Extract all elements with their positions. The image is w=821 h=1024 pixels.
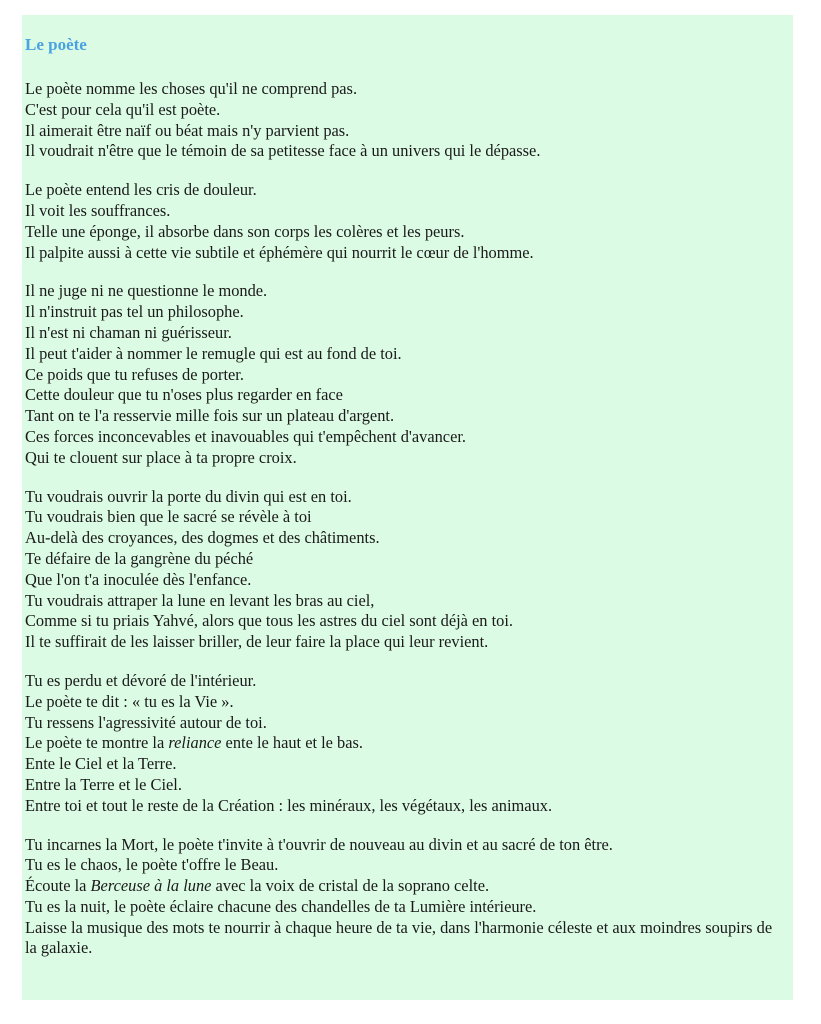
poem-line: Tant on te l'a resservie mille fois sur un plateau d'argent. (25, 406, 395, 426)
poem-title: Le poète (25, 35, 87, 54)
poem-line: Il palpite aussi à cette vie subtile et éphémère qui nourrit le cœur de l'homme. (25, 242, 534, 262)
poem-line: Entre toi et tout le reste de la Création : les minéraux, les végétaux, les animaux. (25, 795, 553, 815)
poem-line: Il aimerait être naïf ou béat mais n'y parvient pas. (25, 120, 350, 140)
poem-line: Tu voudrais ouvrir la porte du divin qui est en toi. (25, 486, 352, 506)
poem-line: Tu voudrais bien que le sacré se révèle à toi (25, 507, 312, 527)
poem-line: Cette douleur que tu n'oses plus regarder en face (25, 385, 343, 405)
line-segment: avec la voix de cristal de la soprano celte. (211, 876, 490, 896)
stanza (25, 281, 793, 468)
poem-line: Tu es la nuit, le poète éclaire chacune des chandelles de ta Lumière intérieure. (25, 896, 537, 916)
line-segment: Écoute la (25, 876, 91, 896)
stanza (25, 487, 793, 653)
poem-panel (22, 15, 793, 1000)
italic-title: Berceuse à la lune (90, 876, 212, 896)
poem-line: Telle une éponge, il absorbe dans son corps les colères et les peurs. (25, 221, 465, 241)
poem-line: Comme si tu priais Yahvé, alors que tous les astres du ciel sont déjà en toi. (25, 611, 514, 631)
poem-line: Te défaire de la gangrène du péché (25, 548, 254, 568)
poem-line: Il peut t'aider à nommer le remugle qui est au fond de toi. (25, 343, 402, 363)
poem-line: Ces forces inconcevables et inavouables qui t'empêchent d'avancer. (25, 426, 466, 446)
poem-line: Ente le Ciel et la Terre. (25, 754, 177, 774)
poem-line: Ce poids que tu refuses de porter. (25, 364, 244, 384)
stanza (25, 671, 793, 817)
poem-line: Qui te clouent sur place à ta propre croix. (25, 447, 297, 467)
poem-line: Il voit les souffrances. (25, 200, 171, 220)
poem-line: C'est pour cela qu'il est poète. (25, 99, 221, 119)
poem-line: Le poète nomme les choses qu'il ne comprend pas. (25, 79, 358, 98)
poem-line: Au-delà des croyances, des dogmes et des châtiments. (25, 528, 380, 548)
poem-line: Tu es perdu et dévoré de l'intérieur. (25, 670, 257, 690)
poem-line: Tu ressens l'agressivité autour de toi. (25, 712, 267, 732)
poem-line: Que l'on t'a inoculée dès l'enfance. (25, 569, 252, 589)
poem-line: Tu voudrais attraper la lune en levant les bras au ciel, (25, 590, 375, 610)
poem-line: Le poète te dit : « tu es la Vie ». (25, 691, 234, 711)
stanza (25, 180, 793, 263)
poem-line: Tu incarnes la Mort, le poète t'invite à t'ouvrir de nouveau au divin et au sacré de ton être. (25, 834, 613, 854)
stanza (25, 79, 793, 162)
poem-line (25, 733, 793, 754)
poem-line: Tu es le chaos, le poète t'offre le Beau. (25, 855, 279, 875)
line-segment: Le poète te montre la (25, 733, 169, 753)
poem-line: Il te suffirait de les laisser briller, de leur faire la place qui leur revient. (25, 632, 489, 652)
poem-line: Entre la Terre et le Ciel. (25, 774, 182, 794)
italic-title: reliance (168, 733, 222, 753)
poem-line: Il voudrait n'être que le témoin de sa petitesse face à un univers qui le dépasse. (25, 141, 541, 161)
stanza (25, 835, 793, 960)
poem-line: Il n'instruit pas tel un philosophe. (25, 302, 244, 322)
poem-line: Il ne juge ni ne questionne le monde. (25, 281, 268, 301)
poem-line: Il n'est ni chaman ni guérisseur. (25, 322, 232, 342)
line-segment: ente le haut et le bas. (221, 733, 363, 753)
poem-body (25, 79, 793, 959)
poem-line: Le poète entend les cris de douleur. (25, 180, 257, 200)
poem-line (25, 876, 793, 897)
poem-line: Laisse la musique des mots te nourrir à chaque heure de ta vie, dans l'harmonie céleste et aux moindres soupirs de la galaxie. (25, 917, 773, 958)
